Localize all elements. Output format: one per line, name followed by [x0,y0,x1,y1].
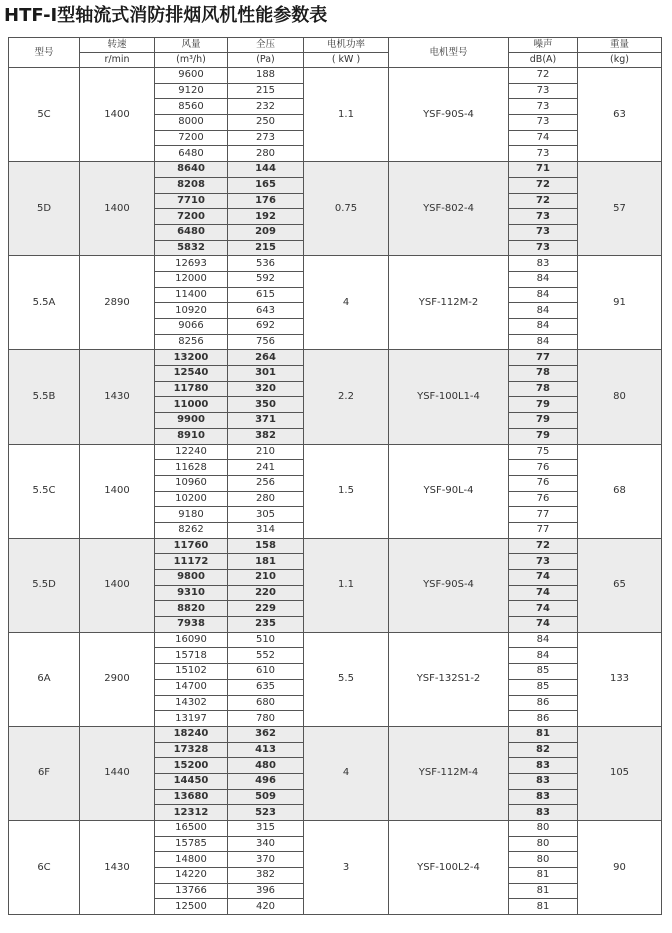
pressure-cell: 315 [228,821,304,837]
noise-cell: 73 [509,224,578,240]
noise-cell: 72 [509,193,578,209]
flow-cell: 11780 [155,381,228,397]
pressure-cell: 256 [228,475,304,491]
header-weight: 重量 [578,38,662,53]
motor-cell: YSF-90S-4 [389,538,509,632]
flow-cell: 6480 [155,146,228,162]
table-row [9,444,662,460]
table-row [9,350,662,366]
noise-cell: 71 [509,162,578,178]
pressure-cell: 209 [228,224,304,240]
page-title: HTF-Ⅰ型轴流式消防排烟风机性能参数表 [4,5,328,26]
pressure-cell: 229 [228,601,304,617]
pressure-cell: 305 [228,507,304,523]
header-motor: 电机型号 [389,38,509,68]
motor-cell: YSF-112M-4 [389,726,509,820]
model-cell: 6C [9,821,80,915]
motor-cell: YSF-90S-4 [389,68,509,162]
noise-cell: 85 [509,664,578,680]
noise-cell: 83 [509,805,578,821]
speed-cell: 1400 [80,162,155,256]
model-cell: 6F [9,726,80,820]
pressure-cell: 509 [228,789,304,805]
power-cell: 4 [304,726,389,820]
pressure-cell: 188 [228,68,304,84]
flow-cell: 8262 [155,522,228,538]
noise-cell: 79 [509,413,578,429]
header-noise-unit: dB(A) [509,53,578,68]
flow-cell: 5832 [155,240,228,256]
noise-cell: 76 [509,491,578,507]
weight-cell: 133 [578,632,662,726]
noise-cell: 81 [509,868,578,884]
header-noise: 噪声 [509,38,578,53]
noise-cell: 83 [509,758,578,774]
pressure-cell: 235 [228,617,304,633]
noise-cell: 74 [509,617,578,633]
model-cell: 5.5C [9,444,80,538]
header-speed-unit: r/min [80,53,155,68]
flow-cell: 14302 [155,695,228,711]
table-row [9,632,662,648]
noise-cell: 74 [509,130,578,146]
speed-cell: 1430 [80,821,155,915]
speed-cell: 1440 [80,726,155,820]
noise-cell: 72 [509,538,578,554]
pressure-cell: 241 [228,460,304,476]
noise-cell: 77 [509,522,578,538]
flow-cell: 11172 [155,554,228,570]
motor-cell: YSF-132S1-2 [389,632,509,726]
flow-cell: 10200 [155,491,228,507]
noise-cell: 81 [509,899,578,915]
flow-cell: 9310 [155,585,228,601]
noise-cell: 73 [509,209,578,225]
pressure-cell: 382 [228,428,304,444]
flow-cell: 12240 [155,444,228,460]
noise-cell: 76 [509,460,578,476]
flow-cell: 10920 [155,303,228,319]
weight-cell: 105 [578,726,662,820]
header-weight-unit: (kg) [578,53,662,68]
noise-cell: 73 [509,554,578,570]
speed-cell: 2900 [80,632,155,726]
pressure-cell: 413 [228,742,304,758]
noise-cell: 77 [509,350,578,366]
noise-cell: 78 [509,366,578,382]
noise-cell: 73 [509,99,578,115]
pressure-cell: 370 [228,852,304,868]
pressure-cell: 220 [228,585,304,601]
pressure-cell: 780 [228,711,304,727]
flow-cell: 14800 [155,852,228,868]
flow-cell: 13200 [155,350,228,366]
pressure-cell: 382 [228,868,304,884]
motor-cell: YSF-802-4 [389,162,509,256]
noise-cell: 73 [509,83,578,99]
noise-cell: 81 [509,726,578,742]
noise-cell: 82 [509,742,578,758]
flow-cell: 15102 [155,664,228,680]
flow-cell: 14700 [155,679,228,695]
pressure-cell: 692 [228,319,304,335]
power-cell: 1.1 [304,538,389,632]
noise-cell: 76 [509,475,578,491]
flow-cell: 14450 [155,773,228,789]
flow-cell: 9900 [155,413,228,429]
weight-cell: 57 [578,162,662,256]
pressure-cell: 144 [228,162,304,178]
motor-cell: YSF-112M-2 [389,256,509,350]
noise-cell: 78 [509,381,578,397]
table-row [9,538,662,554]
flow-cell: 8000 [155,115,228,131]
table-body [9,68,662,915]
power-cell: 1.1 [304,68,389,162]
table-row [9,726,662,742]
flow-cell: 15785 [155,836,228,852]
motor-cell: YSF-100L2-4 [389,821,509,915]
noise-cell: 84 [509,303,578,319]
flow-cell: 13766 [155,883,228,899]
pressure-cell: 250 [228,115,304,131]
flow-cell: 11628 [155,460,228,476]
speed-cell: 1430 [80,350,155,444]
flow-cell: 7200 [155,209,228,225]
pressure-cell: 610 [228,664,304,680]
flow-cell: 9120 [155,83,228,99]
weight-cell: 90 [578,821,662,915]
header-pressure: 全压 [228,38,304,53]
table-header [9,38,662,68]
pressure-cell: 371 [228,413,304,429]
model-cell: 6A [9,632,80,726]
flow-cell: 13680 [155,789,228,805]
speed-cell: 2890 [80,256,155,350]
header-pressure-unit: (Pa) [228,53,304,68]
pressure-cell: 273 [228,130,304,146]
noise-cell: 80 [509,852,578,868]
flow-cell: 9180 [155,507,228,523]
pressure-cell: 420 [228,899,304,915]
pressure-cell: 615 [228,287,304,303]
weight-cell: 80 [578,350,662,444]
pressure-cell: 396 [228,883,304,899]
flow-cell: 12500 [155,899,228,915]
pressure-cell: 536 [228,256,304,272]
flow-cell: 13197 [155,711,228,727]
weight-cell: 68 [578,444,662,538]
noise-cell: 86 [509,711,578,727]
flow-cell: 14220 [155,868,228,884]
noise-cell: 84 [509,319,578,335]
table-row [9,256,662,272]
motor-cell: YSF-100L1-4 [389,350,509,444]
power-cell: 3 [304,821,389,915]
flow-cell: 7938 [155,617,228,633]
pressure-cell: 215 [228,240,304,256]
flow-cell: 9800 [155,570,228,586]
weight-cell: 65 [578,538,662,632]
model-cell: 5C [9,68,80,162]
power-cell: 4 [304,256,389,350]
model-cell: 5.5A [9,256,80,350]
flow-cell: 7710 [155,193,228,209]
flow-cell: 15718 [155,648,228,664]
noise-cell: 73 [509,240,578,256]
power-cell: 2.2 [304,350,389,444]
flow-cell: 12540 [155,366,228,382]
model-cell: 5.5B [9,350,80,444]
noise-cell: 72 [509,68,578,84]
pressure-cell: 362 [228,726,304,742]
header-speed: 转速 [80,38,155,53]
noise-cell: 75 [509,444,578,460]
flow-cell: 12000 [155,271,228,287]
performance-table [8,37,662,915]
noise-cell: 80 [509,836,578,852]
model-cell: 5D [9,162,80,256]
flow-cell: 7200 [155,130,228,146]
table-row [9,821,662,837]
pressure-cell: 340 [228,836,304,852]
flow-cell: 8640 [155,162,228,178]
flow-cell: 8208 [155,177,228,193]
pressure-cell: 756 [228,334,304,350]
noise-cell: 84 [509,334,578,350]
noise-cell: 77 [509,507,578,523]
pressure-cell: 210 [228,570,304,586]
noise-cell: 84 [509,632,578,648]
power-cell: 1.5 [304,444,389,538]
table-row [9,162,662,178]
noise-cell: 81 [509,883,578,899]
flow-cell: 8820 [155,601,228,617]
flow-cell: 6480 [155,224,228,240]
noise-cell: 84 [509,648,578,664]
pressure-cell: 301 [228,366,304,382]
flow-cell: 17328 [155,742,228,758]
flow-cell: 8910 [155,428,228,444]
speed-cell: 1400 [80,538,155,632]
pressure-cell: 510 [228,632,304,648]
noise-cell: 80 [509,821,578,837]
noise-cell: 85 [509,679,578,695]
flow-cell: 16500 [155,821,228,837]
noise-cell: 84 [509,271,578,287]
flow-cell: 18240 [155,726,228,742]
header-flow: 风量 [155,38,228,53]
table-row [9,68,662,84]
pressure-cell: 165 [228,177,304,193]
noise-cell: 79 [509,428,578,444]
flow-cell: 9600 [155,68,228,84]
pressure-cell: 158 [228,538,304,554]
noise-cell: 73 [509,115,578,131]
model-cell: 5.5D [9,538,80,632]
pressure-cell: 232 [228,99,304,115]
pressure-cell: 480 [228,758,304,774]
header-power: 电机功率 [304,38,389,53]
flow-cell: 16090 [155,632,228,648]
flow-cell: 11400 [155,287,228,303]
pressure-cell: 210 [228,444,304,460]
pressure-cell: 314 [228,522,304,538]
flow-cell: 9066 [155,319,228,335]
noise-cell: 86 [509,695,578,711]
noise-cell: 83 [509,256,578,272]
pressure-cell: 280 [228,146,304,162]
noise-cell: 74 [509,585,578,601]
flow-cell: 15200 [155,758,228,774]
pressure-cell: 280 [228,491,304,507]
power-cell: 5.5 [304,632,389,726]
pressure-cell: 496 [228,773,304,789]
pressure-cell: 350 [228,397,304,413]
noise-cell: 74 [509,601,578,617]
weight-cell: 63 [578,68,662,162]
pressure-cell: 592 [228,271,304,287]
pressure-cell: 643 [228,303,304,319]
pressure-cell: 320 [228,381,304,397]
pressure-cell: 176 [228,193,304,209]
flow-cell: 12693 [155,256,228,272]
pressure-cell: 635 [228,679,304,695]
pressure-cell: 192 [228,209,304,225]
flow-cell: 8256 [155,334,228,350]
flow-cell: 8560 [155,99,228,115]
header-flow-unit: (m³/h) [155,53,228,68]
header-model: 型号 [9,38,80,68]
flow-cell: 11760 [155,538,228,554]
noise-cell: 72 [509,177,578,193]
flow-cell: 11000 [155,397,228,413]
flow-cell: 10960 [155,475,228,491]
flow-cell: 12312 [155,805,228,821]
motor-cell: YSF-90L-4 [389,444,509,538]
noise-cell: 84 [509,287,578,303]
pressure-cell: 680 [228,695,304,711]
speed-cell: 1400 [80,68,155,162]
pressure-cell: 181 [228,554,304,570]
pressure-cell: 264 [228,350,304,366]
pressure-cell: 215 [228,83,304,99]
noise-cell: 83 [509,789,578,805]
noise-cell: 83 [509,773,578,789]
pressure-cell: 552 [228,648,304,664]
power-cell: 0.75 [304,162,389,256]
noise-cell: 73 [509,146,578,162]
weight-cell: 91 [578,256,662,350]
speed-cell: 1400 [80,444,155,538]
header-power-unit: ( kW ) [304,53,389,68]
noise-cell: 79 [509,397,578,413]
noise-cell: 74 [509,570,578,586]
pressure-cell: 523 [228,805,304,821]
